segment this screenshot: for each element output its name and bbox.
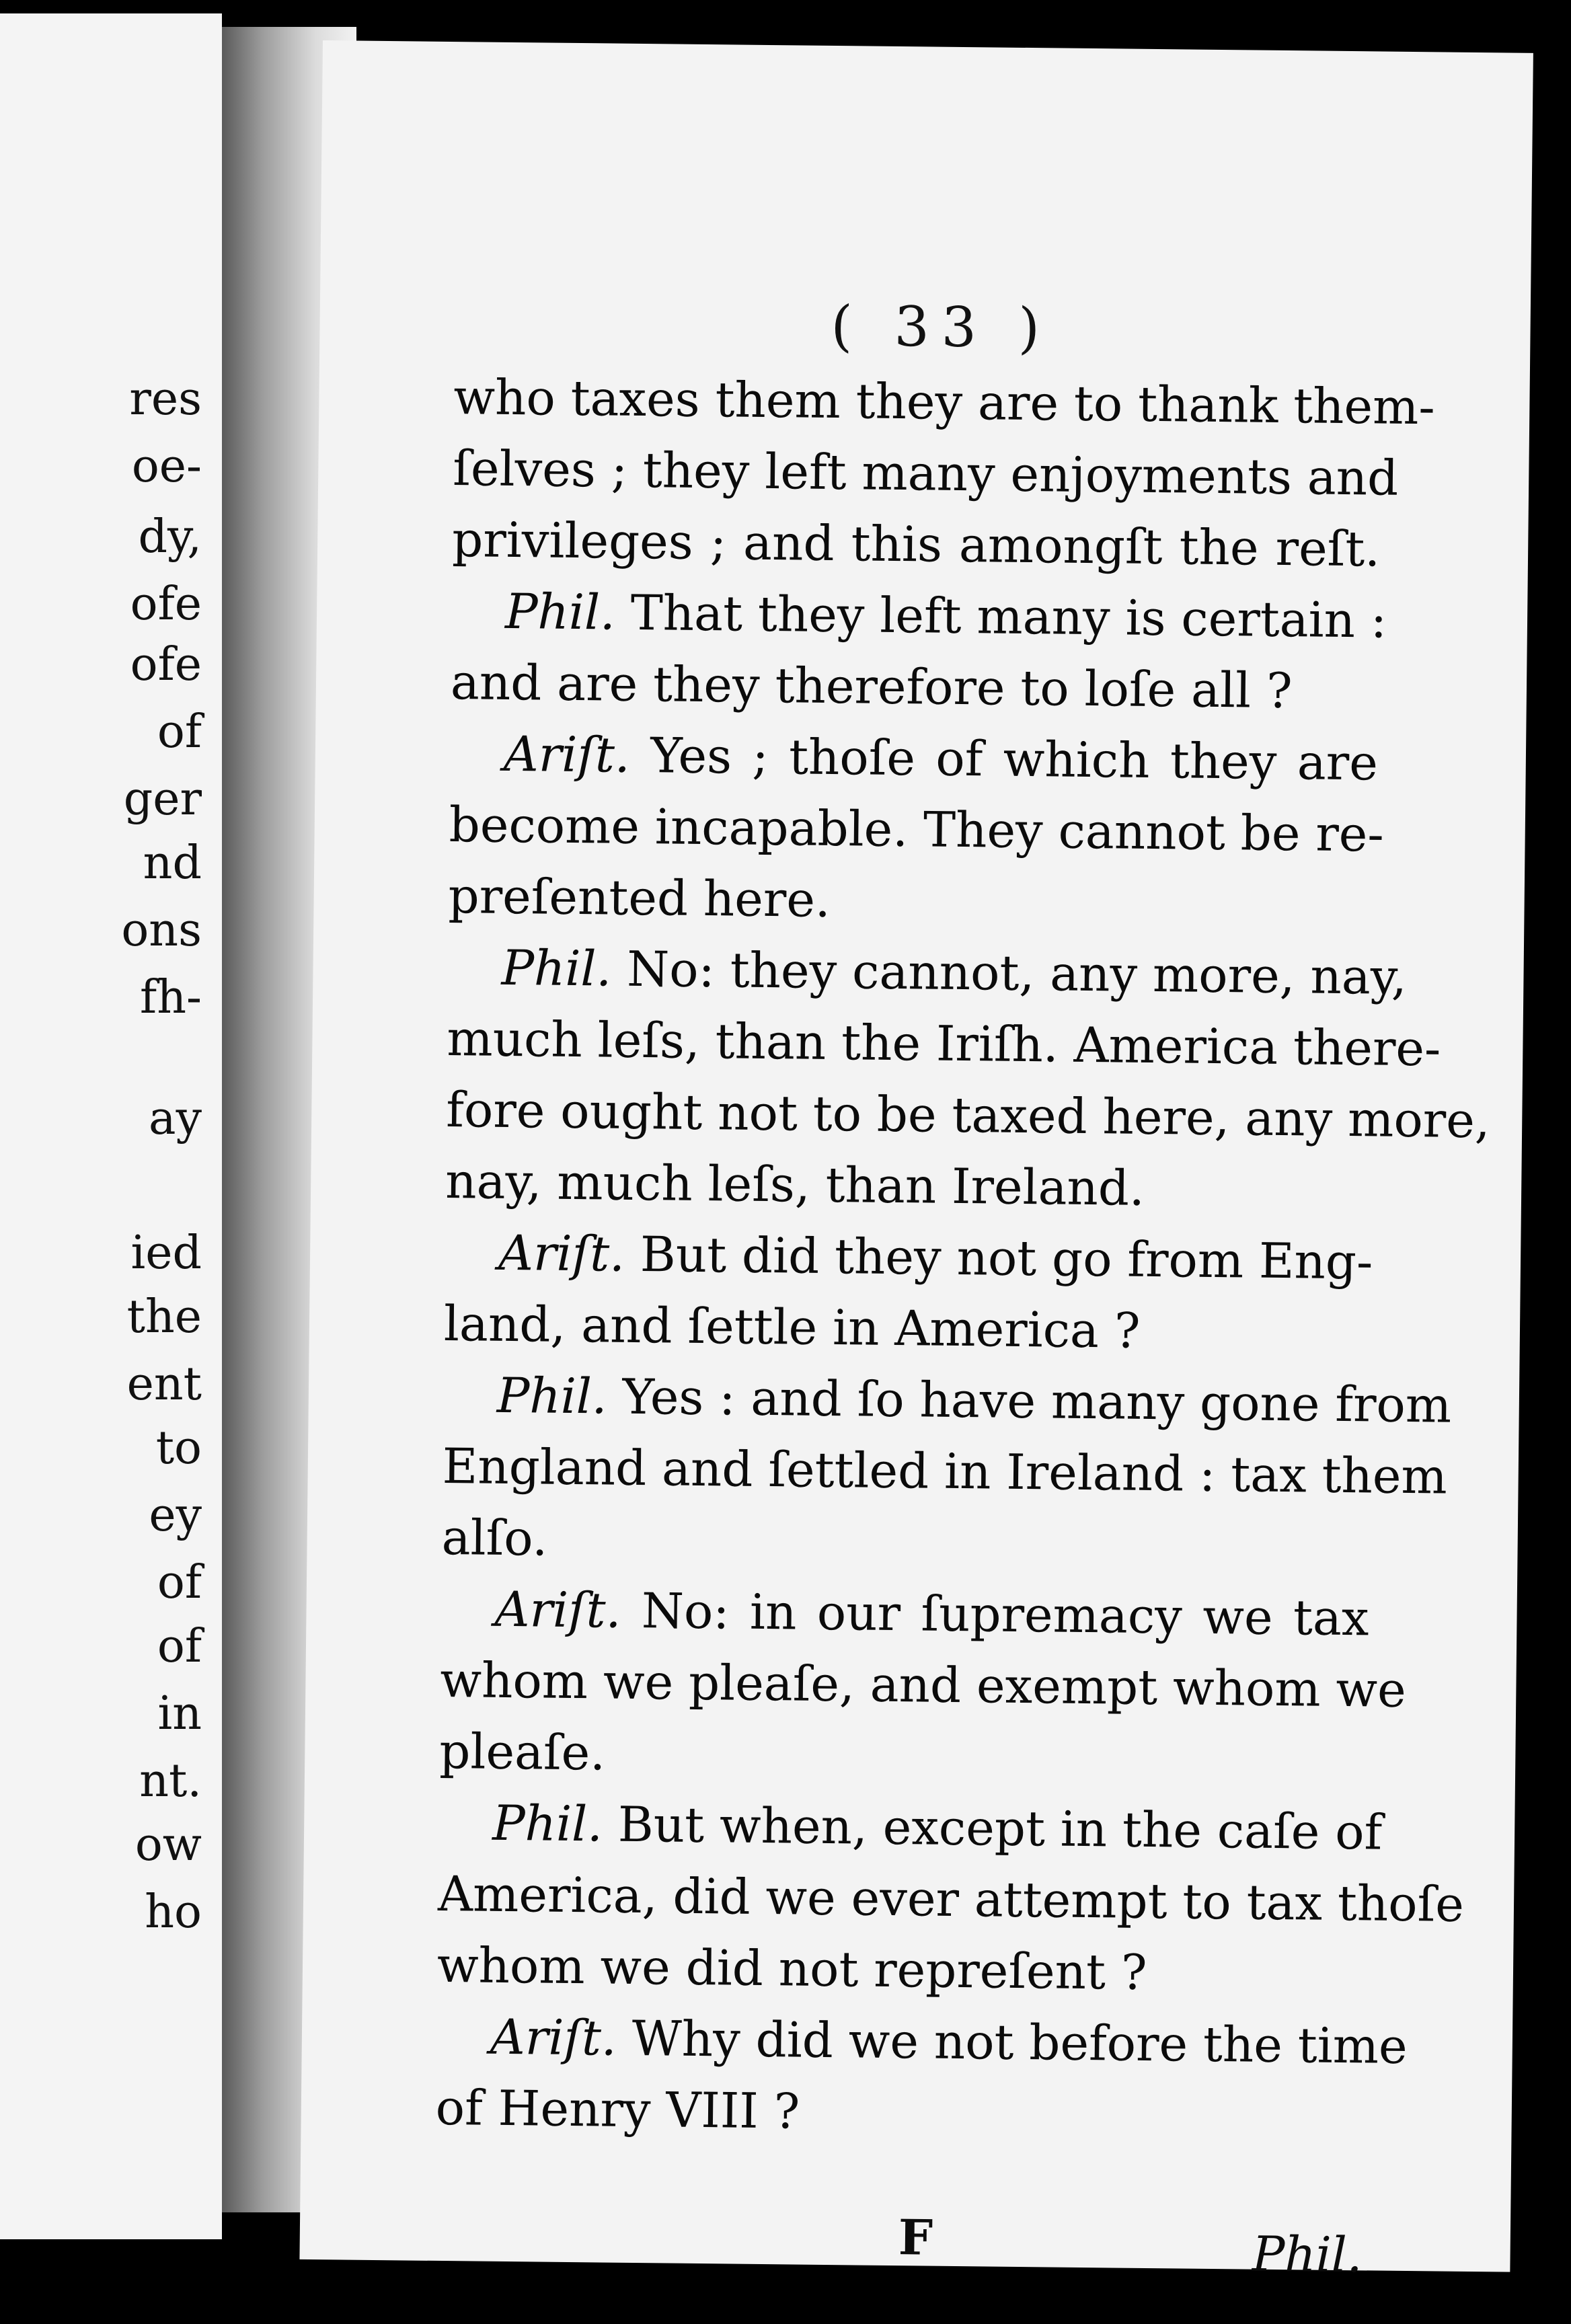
left-page-fragment: of bbox=[157, 1556, 202, 1609]
left-page-fragment: to bbox=[155, 1422, 202, 1475]
left-page-fragment: ow bbox=[135, 1818, 202, 1871]
text-line: whom we pleaſe, and exempt whom we bbox=[440, 1651, 1407, 1718]
text-line: land, and ſettle in America ? bbox=[443, 1294, 1141, 1359]
left-page-fragment: fh- bbox=[140, 971, 202, 1024]
text-line: privileges ; and this amongſt the reſt. bbox=[451, 511, 1381, 578]
left-facing-page bbox=[0, 13, 222, 2239]
text-line: whom we did not repreſent ? bbox=[436, 1936, 1147, 2001]
text-line: Phil. Yes : and ſo have many gone from bbox=[496, 1366, 1452, 1434]
left-page-fragment: of bbox=[157, 1620, 202, 1673]
speaker-label: Ariſt. bbox=[503, 725, 631, 783]
speaker-label: Phil. bbox=[492, 1794, 603, 1853]
text-line: who taxes them they are to thank them- bbox=[453, 369, 1436, 436]
left-page-fragment: ied bbox=[130, 1227, 202, 1280]
speaker-label: Ariſt. bbox=[498, 1224, 625, 1282]
speaker-label: Ariſt. bbox=[490, 2008, 617, 2066]
text-line: fore ought not to be taxed here, any more, bbox=[445, 1081, 1491, 1149]
text-line: much leſs, than the Iriſh. America there- bbox=[447, 1010, 1441, 1077]
left-page-fragment: ofe bbox=[130, 578, 202, 631]
text-line: Ariſt. But did they not go from Eng- bbox=[498, 1224, 1373, 1290]
body-text bbox=[435, 361, 1491, 2153]
text-line: Ariſt. Why did we not before the time bbox=[490, 2008, 1408, 2075]
left-page-fragment: nd bbox=[143, 837, 202, 890]
left-page-fragment: ent bbox=[126, 1358, 202, 1411]
text-line: America, did we ever attempt to tax thoſe bbox=[437, 1865, 1465, 1933]
text-line: Ariſt. Yes ; thoſe of which they are bbox=[503, 725, 1379, 791]
text-line: Ariſt. No: in our ſupremacy we tax bbox=[494, 1580, 1369, 1647]
left-page-fragment: oe- bbox=[131, 440, 202, 493]
text-line: become incapable. They cannot be re- bbox=[449, 796, 1385, 863]
left-page-fragment: ay bbox=[149, 1092, 202, 1145]
text-line: Phil. No: they cannot, any more, nay, bbox=[501, 939, 1408, 1005]
text-line: Phil. That they left many is certain : bbox=[504, 582, 1387, 649]
text-line: and are they therefore to loſe all ? bbox=[450, 654, 1293, 720]
left-page-fragment: ons bbox=[121, 904, 202, 957]
text-line: pleaſe. bbox=[438, 1722, 606, 1781]
left-page-fragment: in bbox=[157, 1687, 202, 1740]
text-line: England and ſettled in Ireland : tax them bbox=[442, 1437, 1448, 1505]
text-line: nay, much leſs, than Ireland. bbox=[445, 1153, 1145, 1216]
left-page-fragment: of bbox=[157, 705, 202, 759]
signature-mark: F bbox=[898, 2208, 933, 2266]
text-line: Phil. But when, except in the caſe of bbox=[492, 1794, 1383, 1861]
book-page bbox=[299, 40, 1533, 2284]
text-line: of Henry VIII ? bbox=[435, 2079, 800, 2140]
catchword: Phil. bbox=[1252, 2225, 1363, 2284]
text-line: alſo. bbox=[441, 1508, 548, 1567]
left-page-fragment: nt. bbox=[139, 1754, 202, 1808]
speaker-label: Ariſt. bbox=[494, 1580, 621, 1639]
speaker-label: Phil. bbox=[496, 1366, 608, 1425]
text-line: ſelves ; they left many enjoyments and bbox=[452, 440, 1399, 506]
left-page-fragment: ger bbox=[123, 773, 202, 826]
page-footer bbox=[434, 2204, 1363, 2284]
text-line: preſented here. bbox=[448, 867, 831, 928]
page-number: ( 33 ) bbox=[831, 294, 1052, 361]
left-page-fragment: ofe bbox=[130, 638, 202, 691]
speaker-label: Phil. bbox=[501, 939, 612, 997]
left-page-fragment: ho bbox=[145, 1886, 202, 1939]
left-page-fragment: the bbox=[126, 1290, 202, 1344]
left-page-fragment: ey bbox=[149, 1489, 202, 1542]
left-page-fragment: res bbox=[129, 373, 202, 426]
left-page-fragment: dy, bbox=[138, 510, 202, 564]
speaker-label: Phil. bbox=[504, 582, 616, 641]
